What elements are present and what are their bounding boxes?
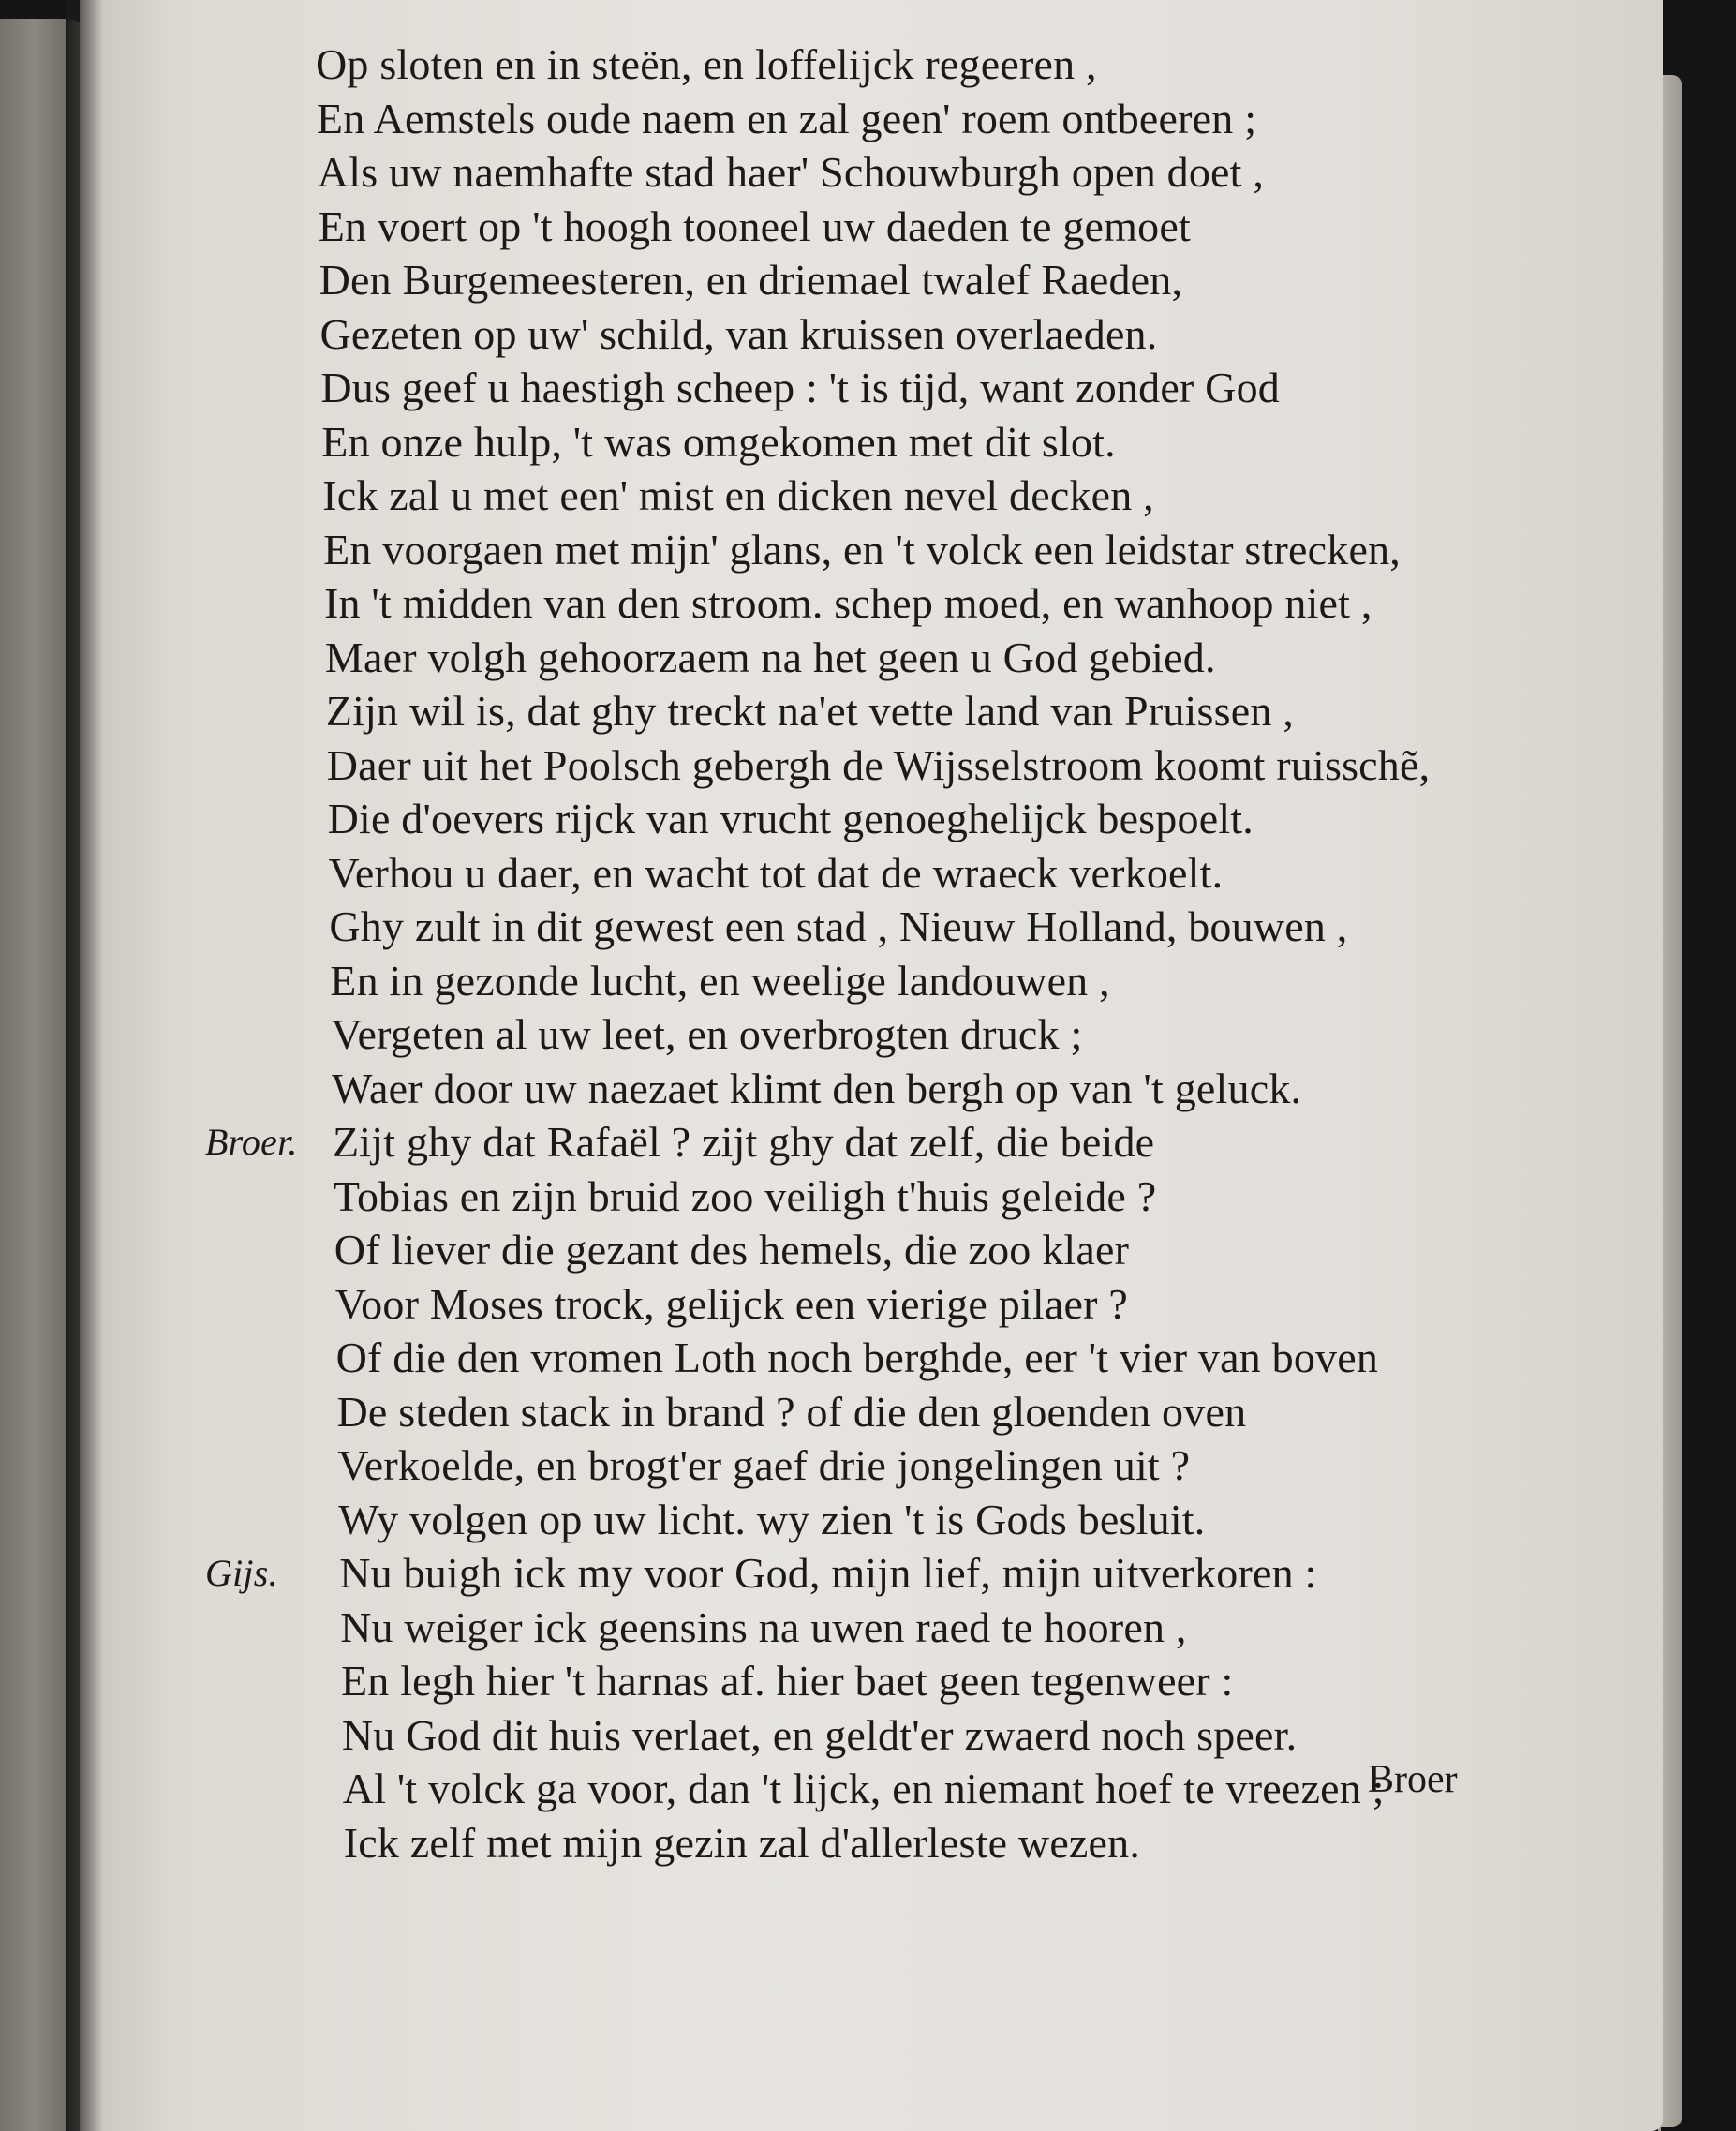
verse-text: Als uw naemhafte stad haer' Schouwburgh open doet , (317, 148, 1265, 196)
verse-line (211, 1493, 1588, 1547)
speaker-label: Broer. (205, 1121, 298, 1163)
verse-text: In 't midden van den stroom. schep moed, en wanhoop niet , (324, 579, 1372, 627)
verse-line (211, 1277, 1588, 1332)
verse-line (211, 954, 1588, 1008)
verse-text: En voert op 't hoogh tooneel uw daeden te gemoet (318, 201, 1191, 250)
verse-text: En voorgaen met mijn' glans, en 't volck een leidstar strecken, (323, 525, 1401, 574)
verse-text: Nu God dit huis verlaet, en geldt'er zwaerd noch speer. (341, 1710, 1298, 1759)
verse-text: De steden stack in brand ? of die den gloenden oven (336, 1387, 1247, 1436)
verse-line (211, 1331, 1588, 1385)
verse-line (211, 1708, 1588, 1763)
verse-text: Maer volgh gehoorzaem na het geen u God gebied. (324, 633, 1216, 681)
verse-line (205, 1546, 1588, 1601)
verse-line (211, 576, 1588, 631)
verse-text: Dus geef u haestigh scheep : 't is tijd, want zonder God (320, 364, 1280, 411)
verse-text: Nu buigh ick my voor God, mijn lief, mijn uitverkoren : (339, 1549, 1317, 1597)
verse-line (211, 1062, 1588, 1116)
verse-text: Op sloten en in steën, en loffelijck regeeren , (316, 40, 1097, 88)
verse-text: Al 't volck ga voor, dan 't lijck, en niemant hoef te vreezen ; (342, 1765, 1385, 1812)
verse-line (211, 738, 1588, 793)
book-page (80, 0, 1663, 2131)
verse-line (211, 469, 1588, 523)
verse-text: En Aemstels oude naem en zal geen' roem ontbeeren ; (316, 94, 1257, 142)
verse-line (211, 1170, 1588, 1224)
verse-line (211, 92, 1588, 146)
verse-line (211, 1816, 1588, 1870)
verse-line (211, 1438, 1588, 1493)
verse-line (211, 415, 1588, 469)
verse-text: Ick zelf met mijn gezin zal d'allerleste wezen. (343, 1818, 1141, 1867)
catchword: Broer (1368, 1758, 1458, 1801)
verse-text: Zijt ghy dat Rafaël ? zijt ghy dat zelf, die beide (333, 1118, 1155, 1166)
verse-line (211, 846, 1588, 901)
verse-line (205, 1115, 1588, 1170)
verse-text: Die d'oevers rijck van vrucht genoeghelijck bespoelt. (327, 795, 1254, 842)
verse-text: Ghy zult in dit gewest een stad , Nieuw Holland, bouwen , (329, 902, 1348, 950)
verse-line (211, 145, 1588, 200)
verse-text: Gezeten op uw' schild, van kruissen overlaeden. (319, 309, 1158, 358)
verse-text: En in gezonde lucht, en weelige landouwen , (330, 956, 1110, 1005)
verse-text: Vergeten al uw leet, en overbrogten druck ; (331, 1010, 1083, 1058)
verse-line (211, 37, 1588, 92)
verse-text: Den Burgemeesteren, en driemael twalef Raeden, (319, 256, 1183, 304)
verse-text: Daer uit het Poolsch gebergh de Wijsselstroom koomt ruisschẽ, (326, 740, 1431, 789)
verse-line (211, 1223, 1588, 1277)
verse-text: Zijn wil is, dat ghy treckt na'et vette land van Pruissen , (325, 687, 1294, 735)
verse-line (211, 1654, 1588, 1708)
verse-line (211, 361, 1588, 415)
verse-text: Tobias en zijn bruid zoo veiligh t'huis geleide ? (333, 1171, 1157, 1220)
verse-text: Nu weiger ick geensins na uwen raed te hooren , (340, 1602, 1187, 1651)
verse-line (211, 1007, 1588, 1062)
verse-text: En onze hulp, 't was omgekomen met dit slot. (321, 417, 1116, 466)
verse-line (211, 684, 1588, 738)
verse-line (211, 1601, 1588, 1655)
poem-text (205, 37, 1588, 1870)
verse-text: Waer door uw naezaet klimt den bergh op van 't geluck. (332, 1064, 1302, 1112)
verse-line (211, 523, 1588, 577)
verse-text: Voor Moses trock, gelijck een vierige pilaer ? (334, 1279, 1128, 1328)
verse-line (211, 1385, 1588, 1439)
verse-line (211, 253, 1588, 307)
verse-text: Of die den vromen Loth noch berghde, eer 't vier van boven (335, 1334, 1379, 1381)
verse-text: Verkoelde, en brogt'er gaef drie jongelingen uit ? (337, 1441, 1191, 1489)
gutter-shadow (66, 0, 103, 2131)
verse-text: Of liever die gezant des hemels, die zoo klaer (334, 1226, 1130, 1274)
verse-text: Verhou u daer, en wacht tot dat de wraeck verkoelt. (328, 848, 1224, 897)
verse-text: Wy volgen op uw licht. wy zien 't is Gods besluit. (338, 1495, 1206, 1543)
verse-line (211, 200, 1588, 254)
verse-line (211, 792, 1588, 846)
verse-line (211, 307, 1588, 362)
verse-line (211, 631, 1588, 685)
verse-line (211, 900, 1588, 954)
verse-text: Ick zal u met een' mist en dicken nevel decken , (322, 471, 1154, 519)
speaker-label: Gijs. (205, 1552, 278, 1594)
verse-text: En legh hier 't harnas af. hier baet geen tegenweer : (341, 1657, 1234, 1705)
